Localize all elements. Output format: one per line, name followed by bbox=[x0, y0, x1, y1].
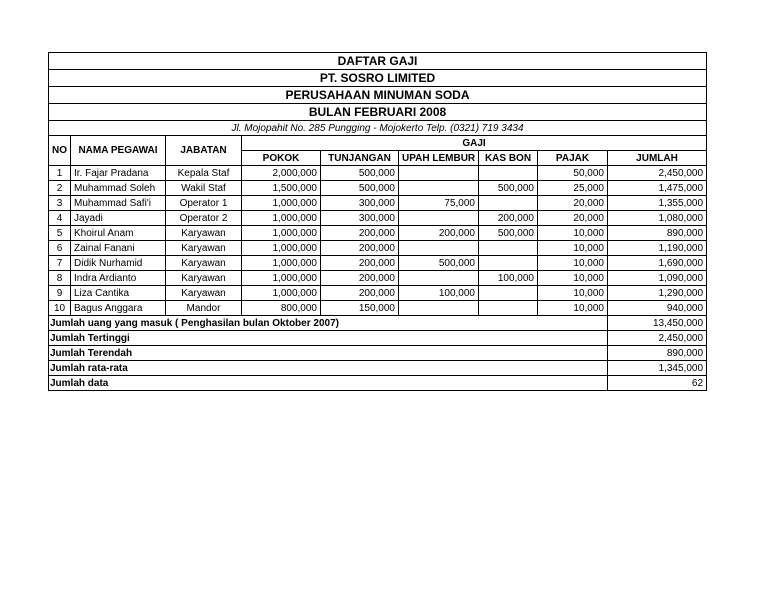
cell-pokok: 1,000,000 bbox=[242, 256, 321, 271]
title-daftar-gaji: DAFTAR GAJI bbox=[49, 53, 707, 70]
cell-tunjangan: 500,000 bbox=[321, 166, 399, 181]
header-tunjangan: TUNJANGAN bbox=[321, 151, 399, 166]
cell-pokok: 800,000 bbox=[242, 301, 321, 316]
summary-label: Jumlah rata-rata bbox=[49, 361, 608, 376]
cell-upah-lembur: 500,000 bbox=[399, 256, 479, 271]
cell-jumlah: 1,690,000 bbox=[608, 256, 707, 271]
cell-jumlah: 940,000 bbox=[608, 301, 707, 316]
table-row bbox=[49, 226, 707, 241]
cell-nama-pegawai: Bagus Anggara bbox=[71, 301, 166, 316]
summary-value: 62 bbox=[608, 376, 707, 391]
cell-jabatan: Karyawan bbox=[166, 226, 242, 241]
cell-nama-pegawai: Jayadi bbox=[71, 211, 166, 226]
cell-jabatan: Karyawan bbox=[166, 271, 242, 286]
cell-pajak: 10,000 bbox=[538, 256, 608, 271]
cell-no: 7 bbox=[49, 256, 71, 271]
cell-jumlah: 1,290,000 bbox=[608, 286, 707, 301]
cell-jabatan: Karyawan bbox=[166, 241, 242, 256]
cell-pokok: 1,000,000 bbox=[242, 241, 321, 256]
cell-kas-bon bbox=[479, 166, 538, 181]
summary-label: Jumlah uang yang masuk ( Penghasilan bulan Oktober 2007) bbox=[49, 316, 608, 331]
table-row bbox=[49, 241, 707, 256]
cell-pokok: 2,000,000 bbox=[242, 166, 321, 181]
cell-jumlah: 2,450,000 bbox=[608, 166, 707, 181]
summary-label: Jumlah Terendah bbox=[49, 346, 608, 361]
cell-nama-pegawai: Khoirul Anam bbox=[71, 226, 166, 241]
cell-pokok: 1,000,000 bbox=[242, 211, 321, 226]
table-row bbox=[49, 271, 707, 286]
cell-upah-lembur bbox=[399, 271, 479, 286]
cell-no: 2 bbox=[49, 181, 71, 196]
cell-jumlah: 1,090,000 bbox=[608, 271, 707, 286]
table-row bbox=[49, 211, 707, 226]
cell-upah-lembur: 200,000 bbox=[399, 226, 479, 241]
cell-kas-bon: 500,000 bbox=[479, 226, 538, 241]
summary-value: 890,000 bbox=[608, 346, 707, 361]
summary-value: 1,345,000 bbox=[608, 361, 707, 376]
cell-nama-pegawai: Zainal Fanani bbox=[71, 241, 166, 256]
company-address: Jl. Mojopahit No. 285 Pungging - Mojokerto Telp. (0321) 719 3434 bbox=[49, 121, 707, 136]
title-business: PERUSAHAAN MINUMAN SODA bbox=[49, 87, 707, 104]
cell-kas-bon bbox=[479, 241, 538, 256]
cell-tunjangan: 500,000 bbox=[321, 181, 399, 196]
cell-no: 1 bbox=[49, 166, 71, 181]
table-row bbox=[49, 196, 707, 211]
cell-pokok: 1,500,000 bbox=[242, 181, 321, 196]
cell-upah-lembur bbox=[399, 211, 479, 226]
cell-pajak: 20,000 bbox=[538, 211, 608, 226]
cell-upah-lembur: 100,000 bbox=[399, 286, 479, 301]
table-row bbox=[49, 256, 707, 271]
title-month: BULAN FEBRUARI 2008 bbox=[49, 104, 707, 121]
cell-kas-bon: 200,000 bbox=[479, 211, 538, 226]
cell-nama-pegawai: Ir. Fajar Pradana bbox=[71, 166, 166, 181]
cell-jumlah: 1,475,000 bbox=[608, 181, 707, 196]
cell-kas-bon bbox=[479, 286, 538, 301]
cell-pajak: 10,000 bbox=[538, 301, 608, 316]
cell-jumlah: 1,080,000 bbox=[608, 211, 707, 226]
cell-no: 9 bbox=[49, 286, 71, 301]
cell-pajak: 20,000 bbox=[538, 196, 608, 211]
table-row bbox=[49, 301, 707, 316]
cell-no: 5 bbox=[49, 226, 71, 241]
cell-jabatan: Operator 2 bbox=[166, 211, 242, 226]
salary-table bbox=[48, 52, 707, 391]
header-no: NO bbox=[49, 136, 71, 166]
cell-jabatan: Operator 1 bbox=[166, 196, 242, 211]
cell-jabatan: Karyawan bbox=[166, 286, 242, 301]
cell-jumlah: 1,190,000 bbox=[608, 241, 707, 256]
cell-pajak: 25,000 bbox=[538, 181, 608, 196]
cell-nama-pegawai: Muhammad Safi'i bbox=[71, 196, 166, 211]
cell-no: 10 bbox=[49, 301, 71, 316]
cell-kas-bon: 100,000 bbox=[479, 271, 538, 286]
summary-row bbox=[49, 376, 707, 391]
cell-tunjangan: 200,000 bbox=[321, 286, 399, 301]
header-pokok: POKOK bbox=[242, 151, 321, 166]
summary-label: Jumlah Tertinggi bbox=[49, 331, 608, 346]
cell-tunjangan: 200,000 bbox=[321, 241, 399, 256]
cell-no: 6 bbox=[49, 241, 71, 256]
cell-tunjangan: 200,000 bbox=[321, 256, 399, 271]
cell-pajak: 10,000 bbox=[538, 286, 608, 301]
cell-pajak: 10,000 bbox=[538, 226, 608, 241]
cell-tunjangan: 300,000 bbox=[321, 211, 399, 226]
cell-no: 3 bbox=[49, 196, 71, 211]
summary-row bbox=[49, 361, 707, 376]
cell-kas-bon: 500,000 bbox=[479, 181, 538, 196]
cell-upah-lembur bbox=[399, 301, 479, 316]
title-company: PT. SOSRO LIMITED bbox=[49, 70, 707, 87]
cell-kas-bon bbox=[479, 256, 538, 271]
cell-pokok: 1,000,000 bbox=[242, 196, 321, 211]
table-row bbox=[49, 181, 707, 196]
header-gaji: GAJI bbox=[242, 136, 707, 151]
cell-jabatan: Wakil Staf bbox=[166, 181, 242, 196]
cell-nama-pegawai: Indra Ardianto bbox=[71, 271, 166, 286]
summary-value: 2,450,000 bbox=[608, 331, 707, 346]
summary-row bbox=[49, 331, 707, 346]
table-row bbox=[49, 286, 707, 301]
header-jabatan: JABATAN bbox=[166, 136, 242, 166]
cell-nama-pegawai: Liza Cantika bbox=[71, 286, 166, 301]
cell-upah-lembur bbox=[399, 241, 479, 256]
summary-label: Jumlah data bbox=[49, 376, 608, 391]
summary-value: 13,450,000 bbox=[608, 316, 707, 331]
cell-jabatan: Mandor bbox=[166, 301, 242, 316]
cell-pajak: 50,000 bbox=[538, 166, 608, 181]
cell-upah-lembur: 75,000 bbox=[399, 196, 479, 211]
cell-pajak: 10,000 bbox=[538, 271, 608, 286]
cell-jabatan: Karyawan bbox=[166, 256, 242, 271]
cell-pokok: 1,000,000 bbox=[242, 286, 321, 301]
cell-upah-lembur bbox=[399, 166, 479, 181]
header-upah-lembur: UPAH LEMBUR bbox=[399, 151, 479, 166]
header-pajak: PAJAK bbox=[538, 151, 608, 166]
cell-kas-bon bbox=[479, 301, 538, 316]
cell-no: 8 bbox=[49, 271, 71, 286]
header-nama-pegawai: NAMA PEGAWAI bbox=[71, 136, 166, 166]
cell-tunjangan: 200,000 bbox=[321, 271, 399, 286]
cell-jabatan: Kepala Staf bbox=[166, 166, 242, 181]
summary-row bbox=[49, 316, 707, 331]
cell-kas-bon bbox=[479, 196, 538, 211]
cell-nama-pegawai: Muhammad Soleh bbox=[71, 181, 166, 196]
cell-tunjangan: 300,000 bbox=[321, 196, 399, 211]
table-row bbox=[49, 166, 707, 181]
cell-pokok: 1,000,000 bbox=[242, 226, 321, 241]
cell-jumlah: 890,000 bbox=[608, 226, 707, 241]
cell-upah-lembur bbox=[399, 181, 479, 196]
cell-jumlah: 1,355,000 bbox=[608, 196, 707, 211]
cell-nama-pegawai: Didik Nurhamid bbox=[71, 256, 166, 271]
header-jumlah: JUMLAH bbox=[608, 151, 707, 166]
cell-pokok: 1,000,000 bbox=[242, 271, 321, 286]
cell-no: 4 bbox=[49, 211, 71, 226]
cell-tunjangan: 200,000 bbox=[321, 226, 399, 241]
summary-row bbox=[49, 346, 707, 361]
cell-tunjangan: 150,000 bbox=[321, 301, 399, 316]
cell-pajak: 10,000 bbox=[538, 241, 608, 256]
header-kas-bon: KAS BON bbox=[479, 151, 538, 166]
